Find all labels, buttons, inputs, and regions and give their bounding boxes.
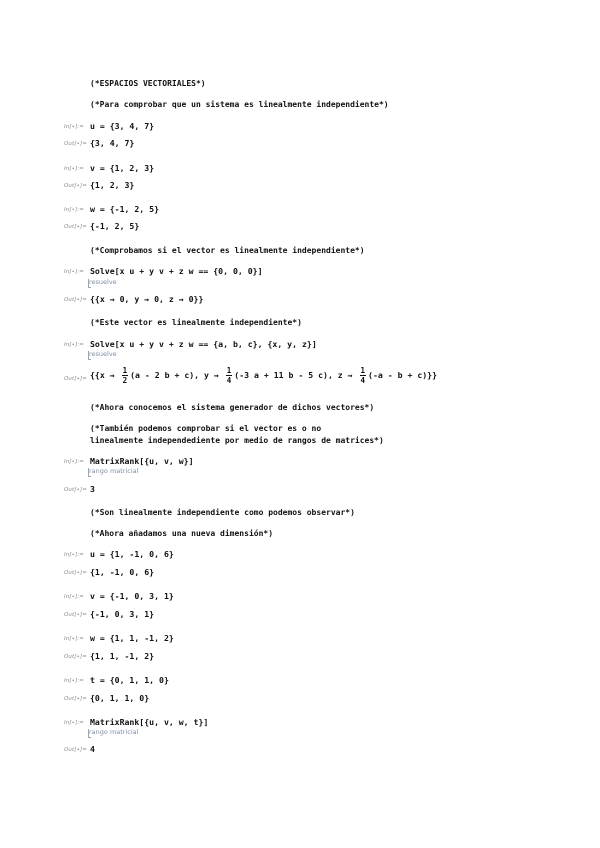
input-cell-v4[interactable]: v = {-1, 0, 3, 1} [90,591,174,601]
input-label: In[∙]:= [64,207,85,213]
output-cell-matrixrank-3: 3 [90,484,95,494]
output-label: Out[∙]= [64,570,88,576]
output-cell-v4: {-1, 0, 3, 1} [90,609,155,619]
comment-generator-system: (*Ahora conocemos el sistema generador de dichos vectores*) [90,403,375,412]
output-label: Out[∙]= [64,747,88,753]
input-cell-w[interactable]: w = {-1, 2, 5} [90,204,160,214]
output-label: Out[∙]= [64,612,88,618]
comment-observed-independent: (*Son linealmente independiente como podemos observar*) [90,508,355,517]
output-cell-w4: {1, 1, -1, 2} [90,651,155,661]
output-label: Out[∙]= [64,376,88,382]
output-cell-u4: {1, -1, 0, 6} [90,567,155,577]
input-label: In[∙]:= [64,342,85,348]
output-cell-matrixrank-4: 4 [90,744,95,754]
input-label: In[∙]:= [64,552,85,558]
fraction-z [360,366,367,385]
solution-part: (a - 2 b + c), y → [130,370,224,380]
output-cell-solve-abc [90,366,437,385]
solution-part: (-a - b + c)}} [368,370,438,380]
input-label: In[∙]:= [64,269,85,275]
input-label: In[∙]:= [64,636,85,642]
input-cell-v[interactable]: v = {1, 2, 3} [90,163,155,173]
input-label: In[∙]:= [64,166,85,172]
input-label: In[∙]:= [64,124,85,130]
output-label: Out[∙]= [64,183,88,189]
output-cell-solve-zero: {{x → 0, y → 0, z → 0}} [90,294,204,304]
input-label: In[∙]:= [64,459,85,465]
fraction-numerator: 1 [360,366,366,375]
output-cell-v: {1, 2, 3} [90,180,135,190]
comment-purpose: (*Para comprobar que un sistema es linealmente independiente*) [90,100,389,109]
solution-part: (-3 a + 11 b - 5 c), z → [234,370,358,380]
function-hint-rango-matricial: rango matricial [89,467,139,475]
input-cell-t4[interactable]: t = {0, 1, 1, 0} [90,675,169,685]
input-cell-matrixrank-4[interactable]: MatrixRank[{u, v, w, t}] [90,717,209,727]
input-cell-u4[interactable]: u = {1, -1, 0, 6} [90,549,174,559]
input-cell-u[interactable]: u = {3, 4, 7} [90,121,155,131]
output-label: Out[∙]= [64,224,88,230]
input-cell-matrixrank-3[interactable]: MatrixRank[{u, v, w}] [90,456,194,466]
output-label: Out[∙]= [64,487,88,493]
input-label: In[∙]:= [64,678,85,684]
output-label: Out[∙]= [64,141,88,147]
comment-is-independent: (*Este vector es linealmente independiente*) [90,318,302,327]
comment-new-dimension: (*Ahora añadamos una nueva dimensión*) [90,529,274,538]
function-hint-resuelve: resuelve [89,278,117,286]
fraction-numerator: 1 [226,366,232,375]
output-cell-u: {3, 4, 7} [90,138,135,148]
function-hint-rango-matricial: rango matricial [89,728,139,736]
output-cell-t4: {0, 1, 1, 0} [90,693,150,703]
fraction-denominator: 4 [226,376,232,385]
function-hint-resuelve: resuelve [89,350,117,358]
comment-title: (*ESPACIOS VECTORIALES*) [90,79,206,88]
output-label: Out[∙]= [64,696,88,702]
output-label: Out[∙]= [64,654,88,660]
input-label: In[∙]:= [64,594,85,600]
fraction-denominator: 2 [122,376,128,385]
input-label: In[∙]:= [64,720,85,726]
solution-part: {{x → [90,370,120,380]
input-cell-solve-zero[interactable]: Solve[x u + y v + z w == {0, 0, 0}] [90,266,263,276]
fraction-x [122,366,129,385]
output-cell-w: {-1, 2, 5} [90,221,140,231]
output-label: Out[∙]= [64,297,88,303]
fraction-numerator: 1 [122,366,128,375]
input-cell-solve-abc[interactable]: Solve[x u + y v + z w == {a, b, c}, {x, y, z}] [90,339,317,349]
fraction-denominator: 4 [360,376,366,385]
input-cell-w4[interactable]: w = {1, 1, -1, 2} [90,633,174,643]
fraction-y [226,366,233,385]
comment-check-independence: (*Comprobamos si el vector es linealmente independiente*) [90,246,365,255]
comment-matrix-rank-line1: (*También podemos comprobar si el vector es o no [90,424,322,433]
comment-matrix-rank-line2: linealmente independediente por medio de rangos de matrices*) [90,436,384,445]
